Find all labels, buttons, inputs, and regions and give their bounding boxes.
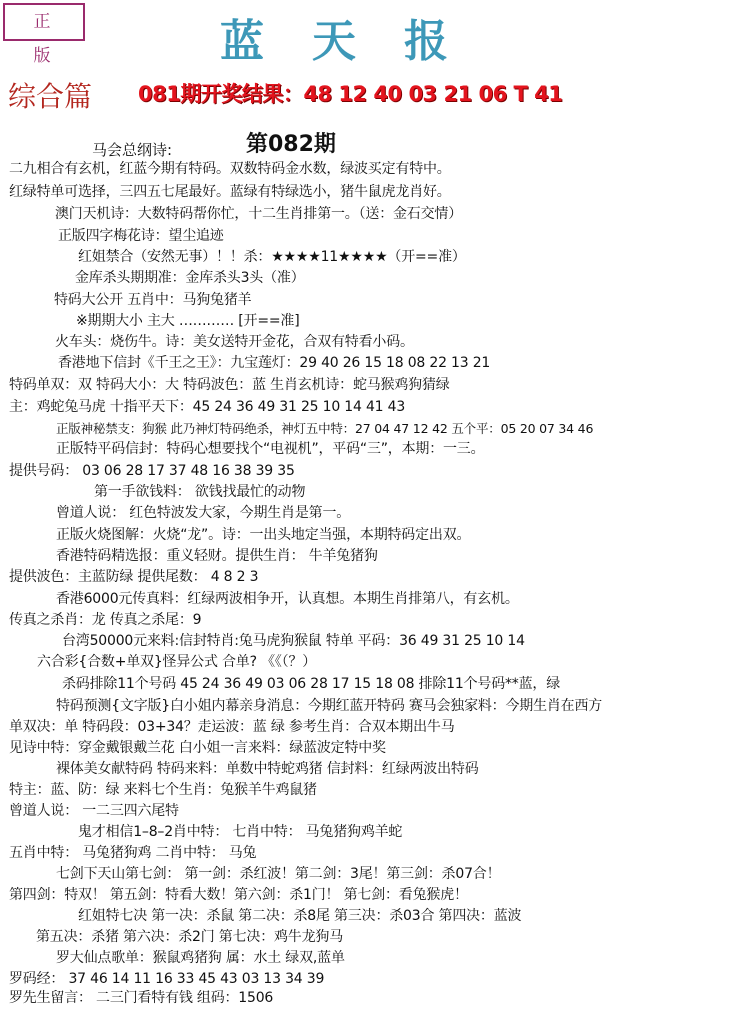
content-line: 澳门天机诗：大数特码帮你忙，十二生肖排第一。（送：金石交情）	[55, 206, 462, 222]
content-line: ※期期大小 主大 ………… [开==准]	[76, 313, 300, 329]
content-line: 第四剑：特双！ 第五剑：特看大数！第六剑：杀1门！ 第七剑：看兔猴虎！	[9, 887, 468, 903]
content-line: 曾道人说： 红色特波发大家，今期生肖是第一。	[56, 505, 351, 521]
masthead-title: 蓝天报	[220, 16, 496, 67]
content-line: 火车头：烧伤牛。诗：美女送特开金花，合双有特看小码。	[55, 334, 414, 350]
content-line: 金库杀头期期准：金库杀头3头（准）	[75, 270, 305, 286]
content-line: 罗码经： 37 46 14 11 16 33 45 43 03 13 34 39	[9, 971, 325, 987]
content-line: 特主：蓝、防：绿 来料七个生肖：兔猴羊牛鸡鼠猪	[9, 782, 317, 798]
content-line: 罗先生留言： 二三门看特有钱 组码：1506	[9, 990, 274, 1006]
content-line: 正版火烧图解：火烧“龙”。诗：一出头地定当强，本期特码定出双。	[56, 527, 471, 543]
content-line: 正版四字梅花诗：望尘追迹	[58, 228, 224, 244]
content-line: 提供波色：主蓝防绿 提供尾数： 4 8 2 3	[9, 569, 259, 585]
content-line: 七剑下天山第七剑： 第一剑：杀红波！第二剑：3尾！第三剑：杀07合！	[56, 866, 501, 882]
content-line: 裸体美女献特码 特码来料：单数中特蛇鸡猪 信封料：红绿两波出特码	[56, 761, 479, 777]
content-line: 香港6000元传真料：红绿两波相争开，认真想。本期生肖排第八，有玄机。	[56, 591, 519, 607]
content-line: 五肖中特： 马兔猪狗鸡 二肖中特： 马兔	[9, 845, 257, 861]
verse-label: 马会总纲诗:	[92, 141, 173, 159]
content-line: 特码预测{文字版}白小姐内幕亲身消息：今期红蓝开特码 赛马会独家料：今期生肖在西方	[56, 698, 603, 714]
issue-number: 第082期	[246, 132, 336, 157]
zhengban-badge: 正 版	[3, 3, 85, 41]
section-title: 综合篇	[8, 80, 93, 113]
content-line: 见诗中特：穿金戴银戴兰花 白小姐一言来料：绿蓝波定特中奖	[9, 740, 386, 756]
draw-result: 081期开奖结果：48 12 40 03 21 06 T 41	[138, 82, 563, 106]
content-line: 特码大公开 五肖中：马狗兔猪羊	[54, 292, 252, 308]
content-line: 单双决：单 特码段：03+34？走运波：蓝 绿 参考生肖：合双本期出牛马	[9, 719, 455, 735]
content-line: 红姐禁合（安然无事）！！杀：★★★★11★★★★（开==准）	[78, 249, 466, 265]
content-line: 曾道人说： 一二三四六尾特	[9, 803, 179, 819]
content-line: 二九相合有玄机，红蓝今期有特码。双数特码金水数，绿波买定有特中。	[9, 161, 451, 177]
content-line: 正版神秘禁支：狗猴 此乃神灯特码绝杀，神灯五中特：27 04 47 12 42 五个平：05 20 07 34 46	[56, 421, 594, 436]
content-line: 香港地下信封《千王之王》：九宝莲灯：29 40 26 15 18 08 22 13 21	[58, 355, 491, 371]
content-line: 六合彩{合数+单双}怪异公式 合单? 《《（？）	[37, 654, 317, 670]
content-line: 提供号码： 03 06 28 17 37 48 16 38 39 35	[9, 463, 295, 479]
content-line: 特码单双：双 特码大小：大 特码波色：蓝 生肖玄机诗：蛇马猴鸡狗猜绿	[9, 377, 450, 393]
content-line: 罗大仙点歌单：猴鼠鸡猪狗 属：水土 绿双,蓝单	[56, 950, 345, 966]
content-line: 红姐特七决 第一决：杀鼠 第二决：杀8尾 第三决：杀03合 第四决：蓝波	[78, 908, 522, 924]
content-line: 正版特平码信封：特码心想要找个“电视机”，平码“三”，本期：一三。	[56, 441, 485, 457]
content-line: 杀码排除11个号码 45 24 36 49 03 06 28 17 15 18 08 排除11个号码**蓝，绿	[62, 676, 560, 692]
content-line: 台湾50000元来料:信封特肖:兔马虎狗猴鼠 特单 平码：36 49 31 25 10 14	[62, 633, 525, 649]
content-line: 第五决：杀猪 第六决：杀2门 第七决：鸡牛龙狗马	[36, 929, 344, 945]
content-line: 主：鸡蛇兔马虎 十指平天下：45 24 36 49 31 25 10 14 41 43	[9, 399, 406, 415]
content-line: 传真之杀肖：龙 传真之杀尾：9	[9, 612, 202, 628]
content-line: 红绿特单可选择，三四五七尾最好。蓝绿有特绿选小，猪牛鼠虎龙肖好。	[9, 184, 451, 200]
content-line: 第一手欲钱料： 欲钱找最忙的动物	[94, 484, 306, 500]
content-line: 香港特码精选报：重义轻财。提供生肖： 牛羊兔猪狗	[56, 548, 378, 564]
content-line: 鬼才相信1–8–2肖中特： 七肖中特： 马兔猪狗鸡羊蛇	[78, 824, 403, 840]
